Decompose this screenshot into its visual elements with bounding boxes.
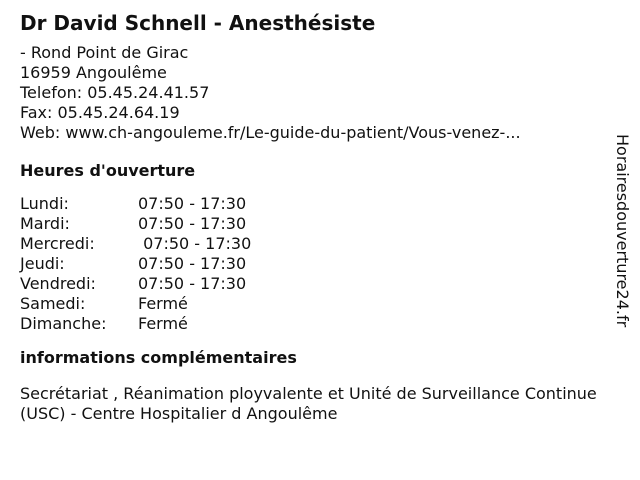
phone-number: Telefon: 05.45.24.41.57 <box>20 83 210 102</box>
fax-number: Fax: 05.45.24.64.19 <box>20 103 180 122</box>
day-label: Mercredi: <box>20 234 95 253</box>
time-value: 07:50 - 17:30 <box>138 234 252 253</box>
hours-row-sunday <box>20 314 610 334</box>
time-value: 07:50 - 17:30 <box>138 214 247 233</box>
time-value: Fermé <box>138 314 188 333</box>
address-block <box>20 43 610 143</box>
city-address: 16959 Angoulême <box>20 63 167 82</box>
time-value: 07:50 - 17:30 <box>138 194 247 213</box>
day-label: Lundi: <box>20 194 69 213</box>
day-label: Vendredi: <box>20 274 96 293</box>
hours-table <box>20 194 610 334</box>
hours-row-thursday <box>20 254 610 274</box>
street-address: - Rond Point de Girac <box>20 43 189 62</box>
time-value: 07:50 - 17:30 <box>138 254 247 273</box>
hours-row-friday <box>20 274 610 294</box>
day-label: Jeudi: <box>20 254 65 273</box>
hours-row-wednesday <box>20 234 610 254</box>
page-title: Dr David Schnell - Anesthésiste <box>20 11 376 35</box>
hours-heading: Heures d'ouverture <box>20 161 196 180</box>
info-text: Secrétariat , Réanimation ployvalente et Unité de Surveillance Continue (USC) - Centre Hospitalier d Angoulême <box>20 384 597 423</box>
hours-row-monday <box>20 194 610 214</box>
day-label: Samedi: <box>20 294 86 313</box>
day-label: Mardi: <box>20 214 70 233</box>
time-value: 07:50 - 17:30 <box>138 274 247 293</box>
hours-row-tuesday <box>20 214 610 234</box>
doctor-card <box>20 10 610 424</box>
site-watermark: Horairesdouverture24.fr <box>613 134 632 328</box>
time-value: Fermé <box>138 294 188 313</box>
day-label: Dimanche: <box>20 314 107 333</box>
info-heading: informations complémentaires <box>20 348 297 367</box>
website-link[interactable]: Web: www.ch-angouleme.fr/Le-guide-du-patient/Vous-venez-... <box>20 123 521 142</box>
hours-row-saturday <box>20 294 610 314</box>
